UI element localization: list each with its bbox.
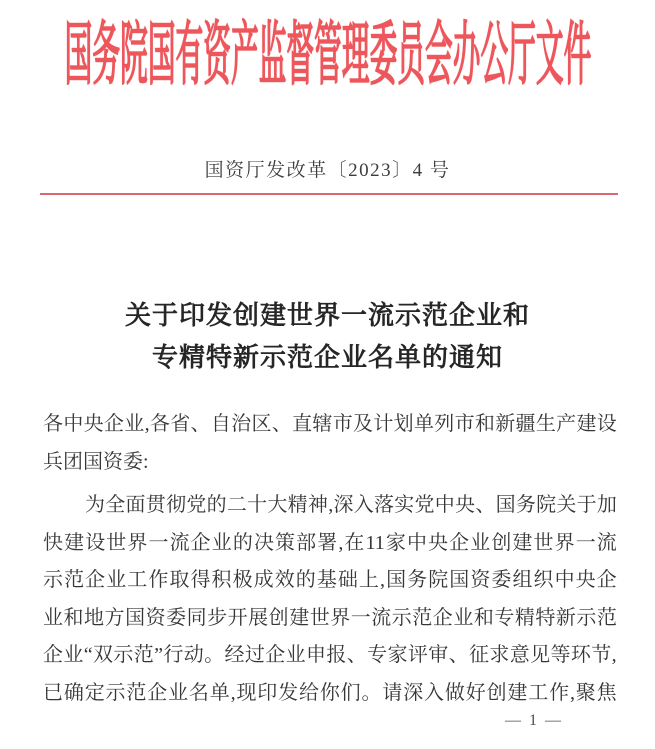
- document-title-line-2: 专精特新示范企业名单的通知: [151, 343, 503, 372]
- body-line: 已 确 定 示 范 企 业 名 单 , 现 印 发 给 你 们 。 请 深 入 做 好 创 建 工 作 , 聚 焦: [43, 681, 617, 704]
- body-line: 各 中 央 企 业 , 各 省 、 自 治 区 、 直 辖 市 及 计 划 单 列 市 和 新 疆 生 产 建 设: [43, 413, 617, 435]
- document-title-line-1: 关于印发创建世界一流示范企业和: [124, 301, 530, 330]
- body-line: 企 业 “ 双 示 范 ” 行 动 。 经 过 企 业 申 报 、 专 家 评 审 、 征 求 意 见 等 环 节 ,: [43, 644, 617, 666]
- body-line: 快 建 设 世 界 一 流 企 业 的 决 策 部 署 , 在 11 家 中 央 企 业 创 建 世 界 一 流: [43, 531, 617, 554]
- document-title: [0, 295, 655, 379]
- body-line: 为 全 面 贯 彻 党 的 二 十 大 精 神 , 深 入 落 实 党 中 央 、 国 务 院 关 于 加: [85, 494, 617, 516]
- document-body: [43, 406, 617, 712]
- page-number: — 1 —: [505, 712, 563, 729]
- red-divider-line: [40, 193, 618, 195]
- body-line: 示 范 企 业 工 作 取 得 积 极 成 效 的 基 础 上 , 国 务 院 国 资 委 组 织 中 央 企: [43, 569, 617, 591]
- agency-masthead: 国务院国有资产监督管理委员会办公厅文件: [64, 16, 591, 94]
- body-line: 兵团国资委:: [43, 450, 149, 473]
- body-line: 业 和 地 方 国 资 委 同 步 开 展 创 建 世 界 一 流 示 范 企 业 和 专 精 特 新 示 范: [43, 606, 617, 629]
- document-number: 国资厅发改革〔2023〕4 号: [204, 160, 451, 181]
